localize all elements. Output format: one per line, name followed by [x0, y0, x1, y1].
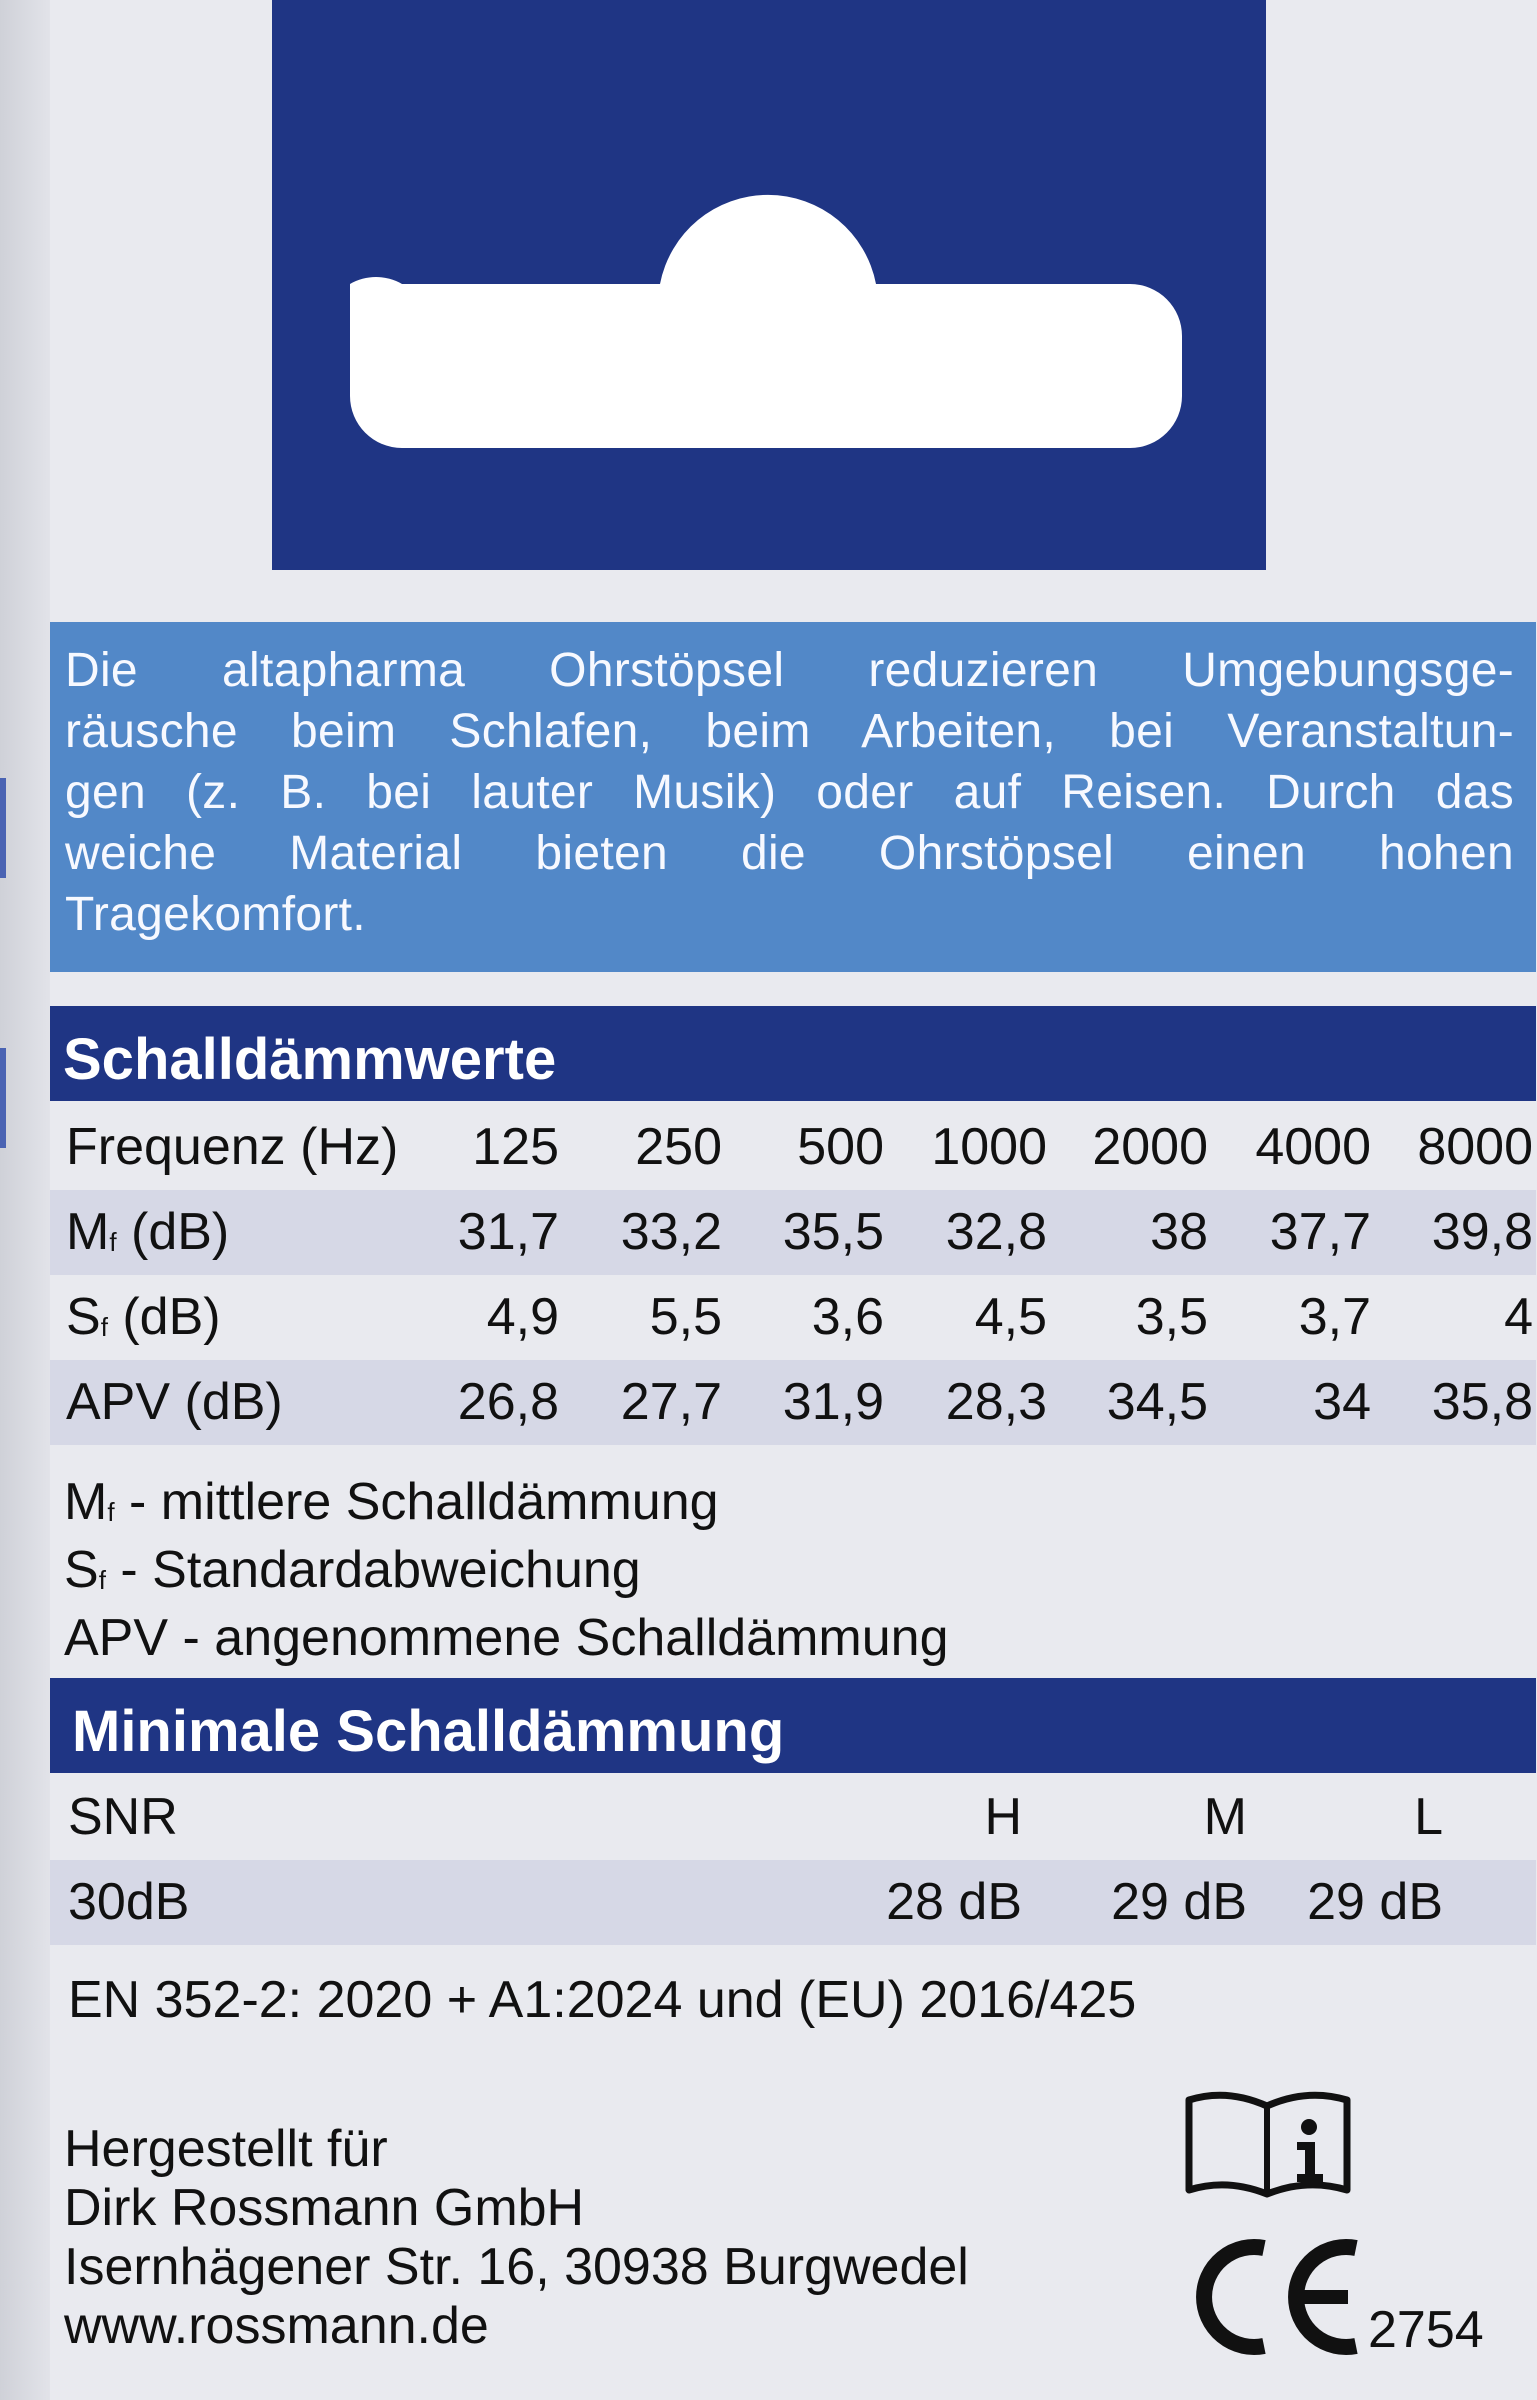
table-cell: 33,2 — [620, 1203, 722, 1261]
hang-hole-icon — [272, 0, 1266, 570]
frequency-value: 250 — [635, 1118, 722, 1176]
notified-body-number: 2754 — [1368, 2301, 1484, 2359]
manufacturer-line: Hergestellt für — [64, 2120, 388, 2178]
table-cell: 32,8 — [945, 1203, 1047, 1261]
consult-instructions-icon — [1185, 2082, 1351, 2198]
frequency-value: 8000 — [1417, 1118, 1533, 1176]
intro-line: Die altapharma Ohrstöpsel reduzieren Umgebungsge- — [65, 644, 1514, 697]
manufacturer-line: Dirk Rossmann GmbH — [64, 2179, 585, 2237]
h-value: 28 dB — [886, 1873, 1022, 1931]
table-cell: 31,7 — [457, 1203, 559, 1261]
m-label: M — [1203, 1788, 1247, 1846]
m-value: 29 dB — [1111, 1873, 1247, 1931]
legend-item: $S_f$ - Standardabweichung — [64, 1541, 641, 1599]
table-cell: 39,8 — [1431, 1203, 1533, 1261]
l-label: L — [1414, 1788, 1443, 1846]
table-cell: 4,9 — [486, 1288, 559, 1346]
ce-mark-icon — [1186, 2232, 1366, 2362]
intro-line: räusche beim Schlafen, beim Arbeiten, bei Veranstaltun- — [65, 705, 1514, 758]
manufacturer-line: Isernhägener Str. 16, 30938 Burgwedel — [64, 2238, 969, 2296]
table-cell: 28,3 — [945, 1373, 1047, 1431]
intro-line: weiche Material bieten die Ohrstöpsel einen hohen — [65, 827, 1514, 880]
frequency-value: 2000 — [1092, 1118, 1208, 1176]
table-cell: 3,6 — [811, 1288, 884, 1346]
table-cell: 3,7 — [1298, 1288, 1371, 1346]
hang-tab — [272, 0, 1266, 570]
frequency-value: 4000 — [1255, 1118, 1371, 1176]
snr-label: SNR — [68, 1788, 178, 1846]
intro-line: gen (z. B. bei lauter Musik) oder auf Reisen. Durch das — [65, 766, 1514, 819]
norm-text: EN 352-2: 2020 + A1:2024 und (EU) 2016/425 — [68, 1971, 1137, 2029]
l-value: 29 dB — [1307, 1873, 1443, 1931]
table-cell: 27,7 — [620, 1373, 722, 1431]
table-cell: 31,9 — [782, 1373, 884, 1431]
sf-row — [50, 1275, 1536, 1360]
edge-mark — [0, 1048, 6, 1148]
package-edge-shade — [0, 0, 50, 2400]
minimal-title: Minimale Schalldämmung — [50, 1678, 1536, 1773]
manufacturer-block — [64, 2120, 969, 2356]
attenuation-title: Schalldämmwerte — [50, 1006, 1536, 1101]
mf-row — [50, 1190, 1536, 1275]
snr-value-row — [50, 1860, 1536, 1945]
snr-value: 30dB — [68, 1873, 190, 1931]
row-label: APV (dB) — [66, 1373, 283, 1431]
table-cell: 35,8 — [1431, 1373, 1533, 1431]
manufacturer-line: www.rossmann.de — [64, 2297, 489, 2355]
frequency-value: 1000 — [931, 1118, 1047, 1176]
row-label: $M_f$ (dB) — [66, 1203, 230, 1261]
frequency-value: 500 — [797, 1118, 884, 1176]
table-cell: 37,7 — [1269, 1203, 1371, 1261]
table-cell: 3,5 — [1135, 1288, 1208, 1346]
frequency-header-row — [50, 1105, 1536, 1190]
edge-mark — [0, 778, 6, 878]
intro-text — [50, 622, 1536, 972]
intro-line: Tragekomfort. — [65, 888, 366, 941]
table-cell: 26,8 — [457, 1373, 559, 1431]
row-label: $S_f$ (dB) — [66, 1288, 221, 1346]
h-label: H — [984, 1788, 1022, 1846]
table-cell: 5,5 — [649, 1288, 722, 1346]
table-cell: 34 — [1313, 1373, 1371, 1431]
table-cell: 35,5 — [782, 1203, 884, 1261]
frequency-label: Frequenz (Hz) — [66, 1118, 399, 1176]
legend-item: $M_f$ - mittlere Schalldämmung — [64, 1473, 719, 1531]
table-cell: 4 — [1504, 1288, 1533, 1346]
legend-item: APV - angenommene Schalldämmung — [64, 1609, 949, 1667]
table-cell: 4,5 — [974, 1288, 1047, 1346]
apv-row — [50, 1360, 1536, 1445]
table-cell: 38 — [1150, 1203, 1208, 1261]
frequency-value: 125 — [472, 1118, 559, 1176]
snr-header-row — [50, 1775, 1536, 1860]
table-cell: 34,5 — [1106, 1373, 1208, 1431]
legend — [64, 1472, 949, 1676]
